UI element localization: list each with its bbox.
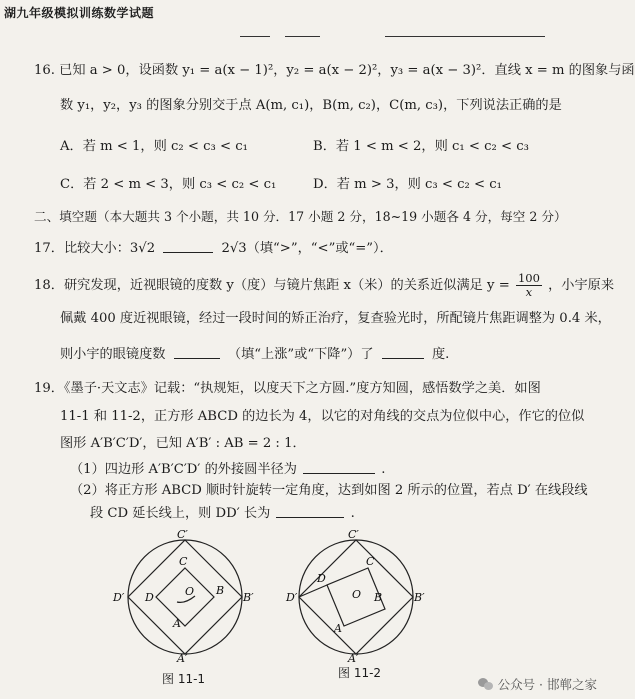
q18-line1 xyxy=(34,270,614,302)
watermark xyxy=(478,675,597,693)
q16-line1: 16. 已知 a > 0，设函数 y₁ = a(x − 1)²，y₂ = a(x − 2)²，y₃ = a(x − 3)²．直线 x = m 的图象与函 xyxy=(34,63,635,78)
label-a-prime: A′ xyxy=(348,652,359,665)
figure-11-1-caption: 图 11-1 xyxy=(162,672,206,686)
q19-sub2-line2 xyxy=(90,504,355,523)
header-rule xyxy=(285,36,320,37)
q17 xyxy=(34,239,393,258)
label-d: D xyxy=(145,591,154,604)
label-d-prime: D′ xyxy=(113,591,125,604)
section-title: 二、填空题（本大题共 3 个小题，共 10 分．17 小题 2 分，18~19 小题各 4 分，每空 2 分） xyxy=(34,209,567,224)
q16-option-d: D．若 m > 3，则 c₃ < c₂ < c₁ xyxy=(313,177,502,192)
q19-line2: 11-1 和 11-2，正方形 ABCD 的边长为 4，以它的对角线的交点为位似中心，作它的位似 xyxy=(60,409,585,424)
label-a-prime: A′ xyxy=(177,652,188,665)
q18-line3-a: 则小宇的眼镜度数 xyxy=(60,347,166,362)
label-o: O xyxy=(352,588,362,601)
q18-answer-blank-2[interactable] xyxy=(382,345,424,359)
header-rule xyxy=(240,36,270,37)
q18-frac-den: x xyxy=(525,285,533,299)
label-o: O xyxy=(185,585,195,598)
q19-line3: 图形 A′B′C′D′，已知 A′B′ : AB = 2 : 1． xyxy=(60,436,306,451)
q17-suffix: 2√3（填“>”，“<”或“=”）． xyxy=(221,241,393,256)
q17-prefix: 17．比较大小：3√2 xyxy=(34,241,156,256)
q18-line2: 佩戴 400 度近视眼镜，经过一段时间的矫正治疗，复查验光时，所配镜片焦距调整为 0.4 米， xyxy=(60,311,611,326)
exam-header: 湖九年级模拟训练数学试题 xyxy=(4,6,155,20)
q18-line3-b: （填“上涨”或“下降”）了 xyxy=(227,347,374,362)
watermark-text: 公众号 · 邯郸之家 xyxy=(497,677,597,692)
label-b-prime: B′ xyxy=(243,591,254,604)
wechat-icon xyxy=(478,677,494,691)
extension-line xyxy=(299,585,327,597)
q19-sub1-a: （1）四边形 A′B′C′D′ 的外接圆半径为 xyxy=(70,462,297,477)
figure-11-2-caption: 图 11-2 xyxy=(338,666,382,680)
label-c: C xyxy=(179,555,188,568)
q19-line1: 19．《墨子·天文志》记载：“执规矩，以度天下之方圆.”度方知圆，感悟数学之美．如图 xyxy=(34,381,541,396)
label-b: B xyxy=(216,584,225,597)
q19-answer-blank-1[interactable] xyxy=(303,460,375,474)
q16-option-c: C．若 2 < m < 3，则 c₃ < c₂ < c₁ xyxy=(60,177,277,192)
q18-fraction xyxy=(516,272,542,299)
label-a: A xyxy=(334,622,342,635)
figure-11-1 xyxy=(113,528,255,665)
q18-line1-a: 18．研究发现，近视眼镜的度数 y（度）与镜片焦距 x（米）的关系近似满足 y = xyxy=(34,278,510,293)
q19-sub1-b: . xyxy=(381,462,386,477)
q19-sub1 xyxy=(70,460,386,479)
q18-line3 xyxy=(60,345,449,364)
header-rule xyxy=(385,36,545,37)
figure-11-2 xyxy=(286,528,430,665)
q16-option-a: A．若 m < 1，则 c₂ < c₃ < c₁ xyxy=(60,139,248,154)
q18-frac-num: 100 xyxy=(517,271,540,285)
q18-line3-c: 度. xyxy=(431,347,450,362)
q19-sub2-a: 段 CD 延长线上，则 DD′ 长为 xyxy=(90,506,271,521)
label-c: C xyxy=(366,555,375,568)
q17-answer-blank[interactable] xyxy=(163,239,213,253)
label-c-prime: C′ xyxy=(177,528,188,541)
q19-sub2-line1: （2）将正方形 ABCD 顺时针旋转一定角度，达到如图 2 所示的位置，若点 D′ 在线段线 xyxy=(70,483,588,498)
label-c-prime: C′ xyxy=(348,528,359,541)
label-a: A xyxy=(173,617,181,630)
label-d-prime: D′ xyxy=(286,591,298,604)
label-b: B xyxy=(374,591,383,604)
q16-line2: 数 y₁，y₂，y₃ 的图象分别交于点 A(m, c₁)，B(m, c₂)，C(m, c₃)，下列说法正确的是 xyxy=(60,98,562,113)
label-d: D xyxy=(317,572,326,585)
label-b-prime: B′ xyxy=(414,591,425,604)
q18-line1-b: ，小宇原来 xyxy=(548,278,615,293)
q19-sub2-b: . xyxy=(350,506,355,521)
q19-answer-blank-2[interactable] xyxy=(276,504,344,518)
q16-option-b: B．若 1 < m < 2，则 c₁ < c₂ < c₃ xyxy=(313,139,529,154)
q18-answer-blank-1[interactable] xyxy=(174,345,220,359)
